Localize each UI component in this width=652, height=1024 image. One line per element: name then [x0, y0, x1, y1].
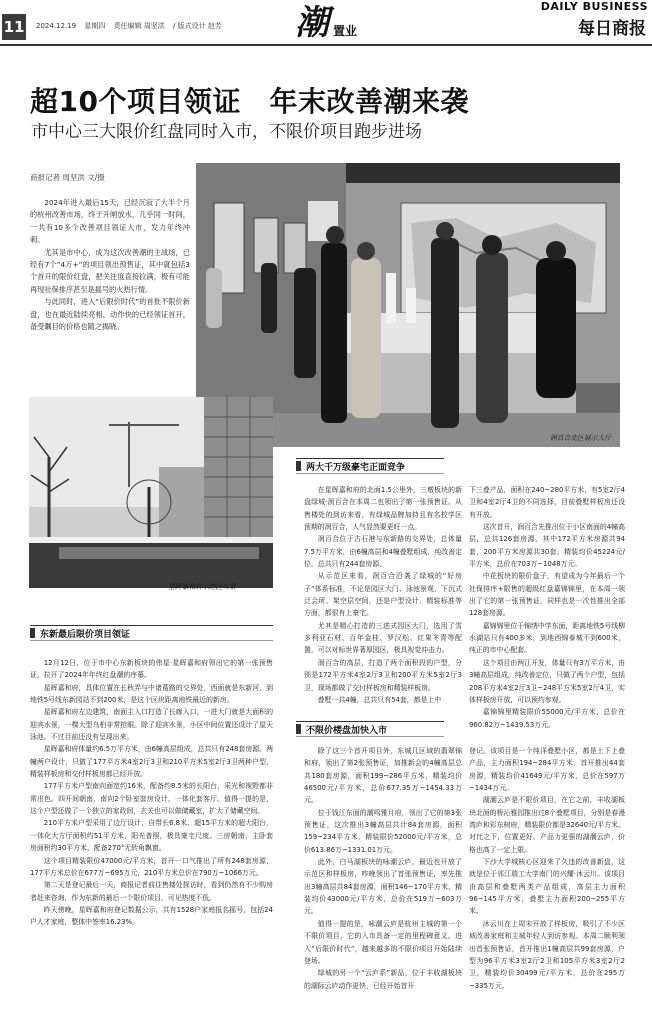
section-head-luxury: [296, 458, 444, 474]
lead-column: [30, 197, 190, 333]
showcase-illustration: [29, 397, 273, 588]
section-marker: [296, 724, 301, 734]
body-paragraph: 星晖嘉和府，具体位置在长秋弄与中诸葛路的交界处，西面就是东新河，到地铁5号线东新园站不到200米，是这个区块距离地铁最近的新房。: [30, 683, 273, 705]
body-paragraph: 第二天是登记最后一天，商报记者前往售楼处探访时，看到仍然有不少购房者赶来咨询，作为东新的最后一个限价项目，可见热度不低。: [30, 881, 273, 902]
body-paragraph: 除了这三个首开项目外，东城几区域的翡翠锦和府，领出了第2张预售证，加推新会的4幢高层总共180套房源，面积199~286平方米，精装均价46500元/平方米，总价677.35万~1454.33万元。: [304, 747, 462, 805]
body-paragraph: 湖潮云庐是不限价项目，在它之前，丰收湖板块北面的桥沁雅园推出过8个叠墅项目，分别是春漫湾庐和彩东树府，精装限价都是32640元/平方米。对比之下，位置更好、产品力更强的湖潮云庐，价格也高了一定上限。: [469, 796, 625, 854]
section-marker: [30, 628, 35, 638]
body-paragraph: 润百合的高层，打造了两个面积段的户型，分别是172平方米4室2厅3卫和200平方米5室2厅3卫，现场都做了交付样板房和精装样板房。: [304, 658, 462, 692]
brand-chinese: 每日商报: [578, 19, 646, 39]
issue-date: 2024.12.19: [36, 22, 77, 30]
section-name: 置业: [333, 24, 358, 38]
page-number: 11: [2, 14, 26, 40]
section-head-unrestricted: [296, 721, 444, 737]
body-paragraph: 在星晖嘉和府的北面1.5公里外，三墩板块的新盘绿城·润百合在本周二也领出了第一张预售证。从售楼处的到访来看，有绿城品牌加持且有名校学区预期的润百合，人气显然要更旺一点。: [304, 486, 462, 532]
section-luxury-col1: [304, 484, 462, 706]
body-paragraph: 12月12日，位于市中心东新板块的伟星·星晖嘉和府领出它的第一张预售证，拉开了2024年年终红盘潮的序幕。: [30, 659, 273, 680]
body-paragraph: 沐云川在上周末开放了样板房，吸引了不少区域改善家庭和主城年轻人到访参观。本周二顺利领出首张预售证，首开推出1幢高层共99套房源，户型为96平方米3室2厅2卫和105平方米3室2厅2卫，精装均价30499元/平方米，总价在295万~335万元。: [469, 919, 625, 990]
body-paragraph: 这次首开，润百合先推出位于小区南面的4幢高层，总共126套房源，其中172平方米房源共94套，200平方米房源共30套。精装均价45224元/平方米，总价在703万~1048万元。: [469, 523, 625, 569]
headline: 超10个项目领证 年末改善潮来袭: [30, 85, 469, 118]
column-calligraphy: 潮: [295, 3, 329, 43]
body-paragraph: 中花板块的限价盘子，有望成为今年最后一个社保排序+限售的超级红盘嘉锦锦里，在本周一领出了它的第一张预售证，同样也是一次性推出全部128套房源。: [469, 572, 625, 618]
body-paragraph: 值得一提的是，咏潮云庐是杭州主城的第一个不限价项目，它的入市具备一定的里程碑意义。进入“后限价时代”，越来越多的不限价项目开始陆续登场。: [304, 919, 462, 965]
body-paragraph: 从示范区来看，润百合沿袭了绿城的“好房子”体系标准，不论是园区大门、泳池景观、下沉式泛会所、架空层空间，还是户型设计、精装标准等方面，都很有上豪宅。: [304, 572, 462, 618]
section-title: 东新最后限价项目领证: [40, 630, 131, 640]
caption-showcase-area: 星晖嘉和府示范区实景: [168, 583, 236, 591]
responsible-editor: 责任编辑 周坚洪: [113, 22, 165, 30]
body-paragraph: 177平方米户型南向面宽约16米，配备约8.5米的长阳台，采光和视野都非常出色。四开间朝南，南向2个卧室套房设计，一体化套客厅。值得一提的是，这个户型还做了一个独立的家政间，玄关也可以做储藏室，扩大了储藏空间。: [30, 782, 273, 816]
body-paragraph: 嘉锦锦里位于锦绣中学东面，距离地铁5号线柳水湖站只有400多米，到地西锦泰城不到600米，纯正的市中心配套。: [469, 621, 625, 655]
body-paragraph: 这个项目精装限价47000元/平方米，首开一口气推出了所有248套房源，177平方米总价在677万~695万元，210平方米总价在790万~1066万元。: [30, 856, 273, 877]
body-paragraph: 润百合位于古石港与东新路的交界处，总体量7.5万平方米，由6幢高层和4幢叠墅组成，纯改善定位，总共只有244套房源。: [304, 535, 462, 569]
section-title: 不限价楼盘加快入市: [306, 726, 388, 736]
body-paragraph: 尤其是精心打造的三进式园区大门，选用了雪多利亚石材、百年金桂、罗汉松、红果冬青等配置，可以对标世界著厚园区，极具视觉冲击力。: [304, 621, 462, 655]
subheadline: 市中心三大限价红盘同时入市，不限价项目跑步进场: [31, 122, 422, 142]
body-paragraph: 这个项目由两江开发，体量只有3万平方米，由3幢高层组成，纯改善定位，只做了两个户型，包括208平方米4室2厅3卫~248平方米5室2厅4卫，实体样板房开放，可以预约参观。: [469, 658, 625, 704]
body-paragraph: 绿城的另一个“云庐系”新品，位于丰收湖板块的湖际云庐动作更快，已经开始首开: [304, 969, 462, 990]
header-rule: [0, 44, 652, 46]
body-paragraph: 210平方米户型采用了边厅设计，自带长6.8米、超15平方米的超大阳台，一体化大方厅面积约51平方米，阳光普照，极具豪宅尺度。三房朝南，主卧套房面积约30平方米，配备270°无转角飘窗。: [30, 819, 273, 853]
issue-weekday: 星期四: [84, 22, 106, 30]
header-meta: [36, 21, 228, 31]
section-unrestricted-col1: [304, 745, 462, 992]
body-paragraph: 星晖嘉和府体量约6.5万平方米，由6幢高层组成，总共只有248套房源。两幢两户设计，只做了177平方米4室2厅3卫和210平方米5室2厅3卫两种户型，精装样板房和交付样板房都已经开放。: [30, 745, 273, 779]
body-paragraph: 此外，白马湖板块的咏潮云庐，最近也开放了示范区和样板房，咋晚领出了首张预售证，率先推出3幢高层共84套房源，面积146~170平方米，精装均价43000元/平方米，总价在519万~603万元。: [304, 858, 462, 916]
section-luxury-col2: [469, 484, 625, 731]
brand-english: DAILY BUSINESS: [540, 0, 648, 13]
lead-paragraph: 2024年进入最后15天，已经沉寂了大半个月的杭州改善市场，终于开闸放水，几乎同一时间，一共有10多个改善项目领证入市，发力年终冲刺。: [30, 198, 190, 245]
body-paragraph: 嘉锦锦里精装限价55000元/平方米，总价在960.82万~1439.53万元。: [469, 708, 625, 729]
body-paragraph: 下沙大学城核心区迎来了久违的改善新盘，这就是位于邻江瑞工大学南门的兴耀·沐云川。该项目由高层和叠墅两类产品组成，高层主力面积96~145平方米，叠墅主力面积200~255平方米。: [469, 858, 625, 916]
body-paragraph: 登记。该项目是一个纯洋叠墅小区，都是上下上叠产品，主力面积194~284平方米，首开推出44套房源，精装均价41649元/平方米，总价在597万~1434万元。: [469, 747, 625, 793]
body-paragraph: 星晖嘉和府左边建筑，南面主入口打造了长廊入口，一进大门就是大面积的迎宾水景，一棵大型乌桕非常抢眼。除了迎宾水景，小区中间位置还设计了屋天泳池，不过目前还没有呈现出来。: [30, 708, 273, 742]
caption-sales-hall: 润百合北区展示大厅: [550, 434, 612, 442]
section-head-dongxin: [30, 625, 273, 641]
lead-paragraph: 尤其是市中心，成为这次改善潮的主战场，已经有7个“4万+”的项目领出预售证，其中就包括3个首开的限价红盘，把关注度直接拉满，极有可能再现社保排序甚至是摇号的火热行情。: [30, 247, 190, 294]
body-paragraph: 下三叠产品，面积在240~280平方米，有5室2厅4卫和4室2厅4卫的不同选择，目前叠墅样板房还没有开放。: [469, 486, 625, 519]
layout-designer: / 版式设计 赵芳: [173, 22, 222, 30]
photo-showcase-area: [29, 397, 273, 588]
section-dongxin-text: [30, 657, 273, 929]
byline: 商报记者 周坚洪 文/摄: [30, 173, 105, 182]
lead-paragraph: 与此同时，进入“后限价时代”的首批不限价新盘，也在最近陆续亮相，动作快的已经领证首开，备受瞩目的价格也随之揭晓。: [30, 297, 190, 332]
body-paragraph: 叠墅一共4幢，总共只有54套，都是上中: [317, 695, 442, 704]
section-unrestricted-col2: [469, 745, 625, 992]
body-paragraph: 昨天傍晚，星晖嘉和府登记数据公示，共有1528户家庭报名摇号，包括24户人才家庭，整体中签率16.23%。: [30, 905, 273, 927]
section-marker: [296, 461, 301, 471]
body-paragraph: 位于钱江东面的潮鸣雅月府，领出了它的第3张预售证，这次推出3幢高层共计84套房源，面积159~234平方米，精装限价52000元/平方米，总价613.86万~1331.01万元。: [304, 808, 462, 854]
section-title: 两大千万级豪宅正面竞争: [306, 463, 406, 473]
